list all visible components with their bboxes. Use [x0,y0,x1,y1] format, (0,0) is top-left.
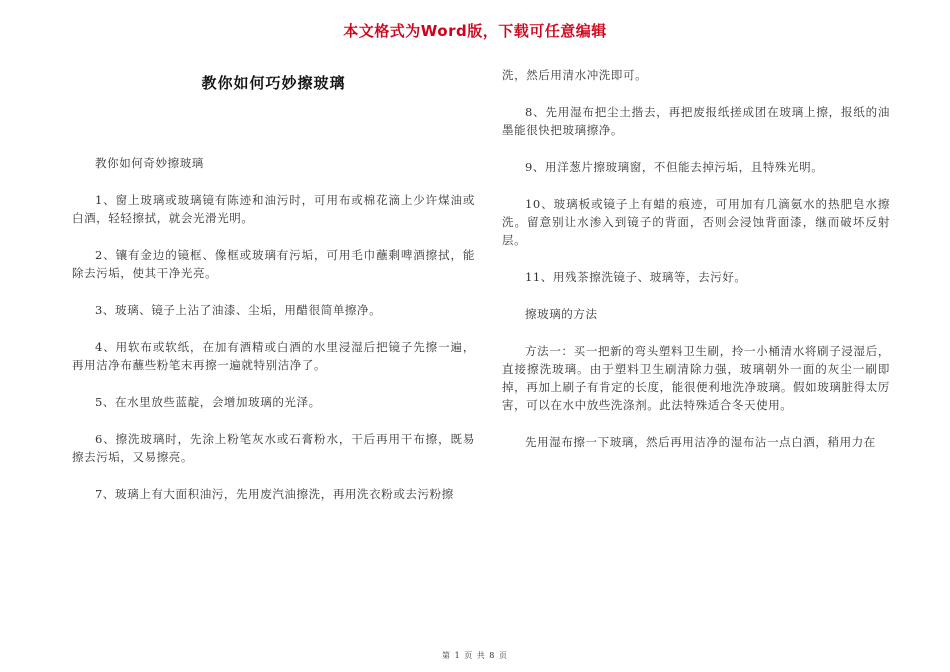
paragraph-tip-10: 10、玻璃板或镜子上有蜡的痕迹，可用加有几滴氨水的热肥皂水擦洗。留意别让水渗入到镜子的背面，否则会浸蚀背面漆，继而破坏反射层。 [502,197,890,247]
paragraph-subtitle: 教你如何奇妙擦玻璃 [95,156,204,170]
paragraph-tip-3: 3、玻璃、镜子上沾了油漆、尘垢，用醋很简单擦净。 [95,303,382,317]
paragraph-tip-6: 6、擦洗玻璃时，先涂上粉笔灰水或石膏粉水，干后再用干布擦，既易擦去污垢，又易擦亮。 [72,432,475,464]
watermark-banner: 本文格式为Word版，下载可任意编辑 [343,22,607,40]
paragraph-tip-9: 9、用洋葱片擦玻璃窗，不但能去掉污垢，且特殊光明。 [525,160,824,174]
paragraph-continuation: 洗，然后用清水冲洗即可。 [502,68,648,82]
page-number-footer: 第 1 页 共 8 页 [442,651,508,660]
section-heading-methods: 擦玻璃的方法 [525,307,598,321]
paragraph-tip-1: 1、窗上玻璃或玻璃镜有陈迹和油污时，可用布或棉花滴上少许煤油或白酒，轻轻擦拭，就会光滑光明。 [72,193,475,225]
paragraph-tip-7: 7、玻璃上有大面积油污，先用废汽油擦洗，再用洗衣粉或去污粉擦 [95,487,454,501]
paragraph-method-2: 先用湿布擦一下玻璃，然后再用洁净的湿布沾一点白酒，稍用力在 [525,435,876,449]
left-column [72,66,475,522]
paragraph-tip-2: 2、镶有金边的镜框、像框或玻璃有污垢，可用毛巾蘸剩啤酒擦拭，能除去污垢，使其干净光亮。 [72,248,475,280]
right-column [502,66,890,470]
paragraph-tip-5: 5、在水里放些蓝靛，会增加玻璃的光泽。 [95,395,321,409]
paragraph-method-1: 方法一：买一把新的弯头塑料卫生刷，拎一小桶清水将刷子浸湿后，直接擦洗玻璃。由于塑料卫生刷清除力强，玻璃朝外一面的灰尘一刷即掉，再加上刷子有肯定的长度，能很便利地洗净玻璃。假如玻璃脏得太厉害，可以在水中放些洗涤剂。此法特殊适合冬天使用。 [502,344,890,412]
paragraph-tip-4: 4、用软布或软纸，在加有酒精或白酒的水里浸湿后把镜子先擦一遍，再用洁净布蘸些粉笔末再擦一遍就特别洁净了。 [72,340,475,372]
document-title: 教你如何巧妙擦玻璃 [201,74,346,92]
paragraph-tip-8: 8、先用湿布把尘土揩去，再把废报纸搓成团在玻璃上擦，报纸的油墨能很快把玻璃擦净。 [502,105,890,137]
paragraph-tip-11: 11、用残茶擦洗镜子、玻璃等，去污好。 [525,270,747,284]
